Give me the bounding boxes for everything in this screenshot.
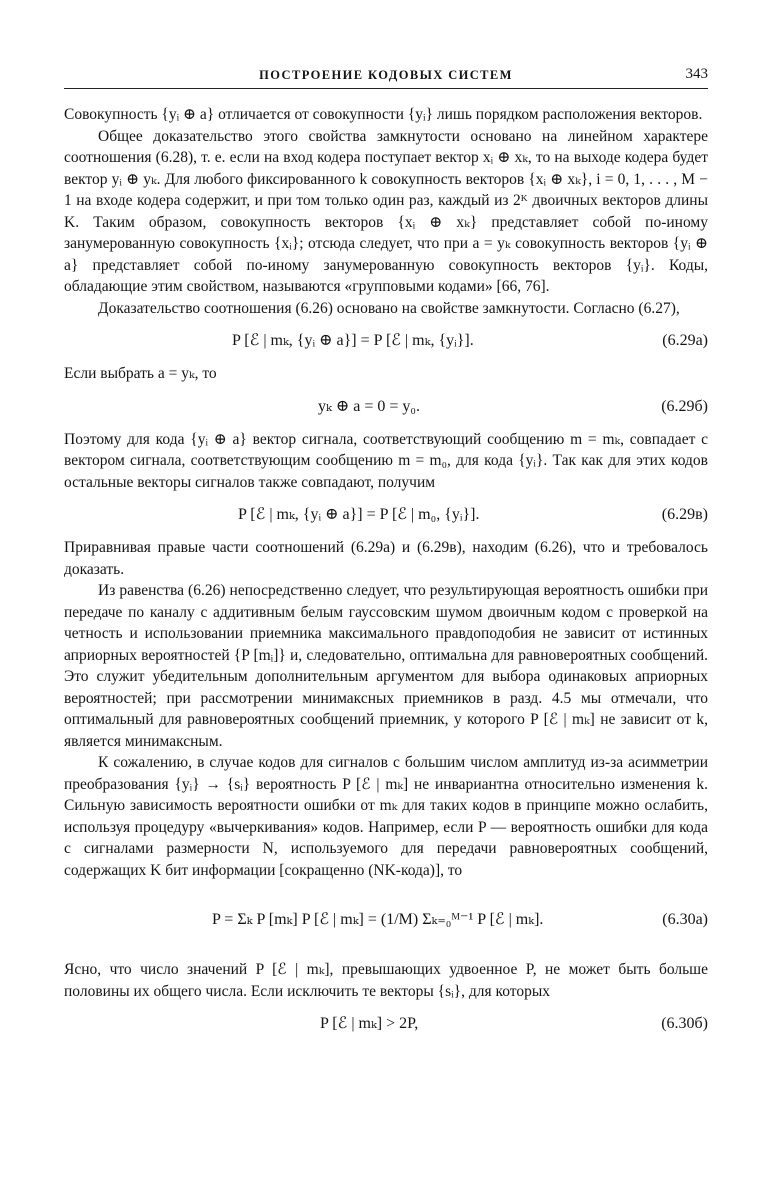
equation-6-29a: [64, 321, 708, 361]
equation-6-30a: [64, 883, 708, 957]
equation-6-30b: [64, 1004, 708, 1044]
paragraph: Совокупность {yᵢ ⊕ a} отличается от совокупности {yᵢ} лишь порядком расположения векторов.: [64, 106, 703, 123]
paragraph: К сожалению, в случае кодов для сигналов с большим числом амплитуд из-за асимметрии преобразования {yᵢ} → {sᵢ} вероятность P [ℰ | mₖ] не инвариантна относительно изменения k. Сильную зависимость вероятности ошибки от mₖ для таких кодов в принципе можно ослабить, используя процедуру «вычеркивания» кодов. Например, если P — вероятность ошибки для кода с сигналами размерности N, используемого для передачи равновероятных сообщений, содержащих K бит информации [сокращенно (NK-кода)], то: [64, 754, 708, 879]
equation-formula: P [ℰ | mₖ, {yᵢ ⊕ a}] = P [ℰ | mₖ, {yᵢ}].: [232, 332, 474, 349]
paragraph: Ясно, что число значений P [ℰ | mₖ], превышающих удвоенное P, не может быть больше половины их общего числа. Если исключить те векторы {sᵢ}, для которых: [64, 961, 708, 1000]
paragraph: Общее доказательство этого свойства замкнутости основано на линейном характере соотношения (6.28), т. е. если на вход кодера поступает вектор xᵢ ⊕ xₖ, то на выходе кодера будет вектор yᵢ ⊕ yₖ. Для любого фиксированного k совокупность векторов {xᵢ ⊕ xₖ}, i = 0, 1, . . . , M − 1 на входе кодера содержит, и при том только один раз, каждый из 2ᴷ двоичных векторов длины K. Таким образом, совокупность векторов {xᵢ ⊕ xₖ} представляет собой по-иному занумерованную совокупность {xᵢ}; отсюда следует, что при a = yₖ совокупность векторов {yᵢ ⊕ a} представляет собой по-иному занумерованную совокупность векторов {yᵢ}. Коды, обладающие этим свойством, называются «групповыми кодами» [66, 76].: [64, 127, 708, 295]
equation-6-29v: [64, 495, 708, 535]
paragraph: Поэтому для кода {yᵢ ⊕ a} вектор сигнала, соответствующий сообщению m = mₖ, совпадает с вектором сигнала, соответствующим сообщению m = m₀, для кода {yᵢ}. Так как для этих кодов остальные векторы сигналов также совпадают, получим: [64, 430, 708, 491]
equation-formula: P [ℰ | mₖ, {yᵢ ⊕ a}] = P [ℰ | m₀, {yᵢ}].: [238, 506, 480, 523]
paragraph: Приравнивая правые части соотношений (6.29а) и (6.29в), находим (6.26), что и требовалось доказать.: [64, 539, 708, 578]
paragraph: Из равенства (6.26) непосредственно следует, что результирующая вероятность ошибки при передаче по каналу с аддитивным белым гауссовским шумом двоичным кодом с проверкой на четность и использовании приемника максимального правдоподобия не зависит от истинных априорных вероятностей {P [mᵢ]} и, следовательно, оптимальна для равновероятных сообщений. Это служит убедительным дополнительным аргументом для выбора одинаковых априорных вероятностей; при рассмотрении минимаксных приемников в разд. 4.5 мы отмечали, что оптимальный для равновероятных сообщений приемник, у которого P [ℰ | mₖ] не зависит от k, является минимаксным.: [64, 582, 708, 750]
equation-number: (6.29а): [662, 332, 708, 349]
equation-number: (6.30б): [661, 1015, 708, 1032]
equation-number: (6.29в): [661, 506, 708, 523]
page-body: [64, 104, 708, 1046]
equation-number: (6.29б): [661, 397, 708, 415]
page-number: 343: [685, 66, 708, 82]
equation-6-29b: [64, 387, 708, 427]
equation-formula: yₖ ⊕ a = 0 = y₀.: [318, 397, 420, 415]
paragraph: Доказательство соотношения (6.26) основано на свойстве замкнутости. Согласно (6.27),: [98, 299, 680, 317]
paragraph: Если выбрать a = yₖ, то: [64, 365, 217, 382]
equation-formula: P = Σₖ P [mₖ] P [ℰ | mₖ] = (1/M) Σₖ₌₀ᴹ⁻¹ P [ℰ | mₖ].: [212, 911, 544, 928]
running-title: ПОСТРОЕНИЕ КОДОВЫХ СИСТЕМ: [259, 68, 513, 82]
page-header: [64, 66, 708, 89]
equation-formula: P [ℰ | mₖ] > 2P,: [320, 1015, 419, 1032]
equation-number: (6.30а): [662, 911, 708, 928]
